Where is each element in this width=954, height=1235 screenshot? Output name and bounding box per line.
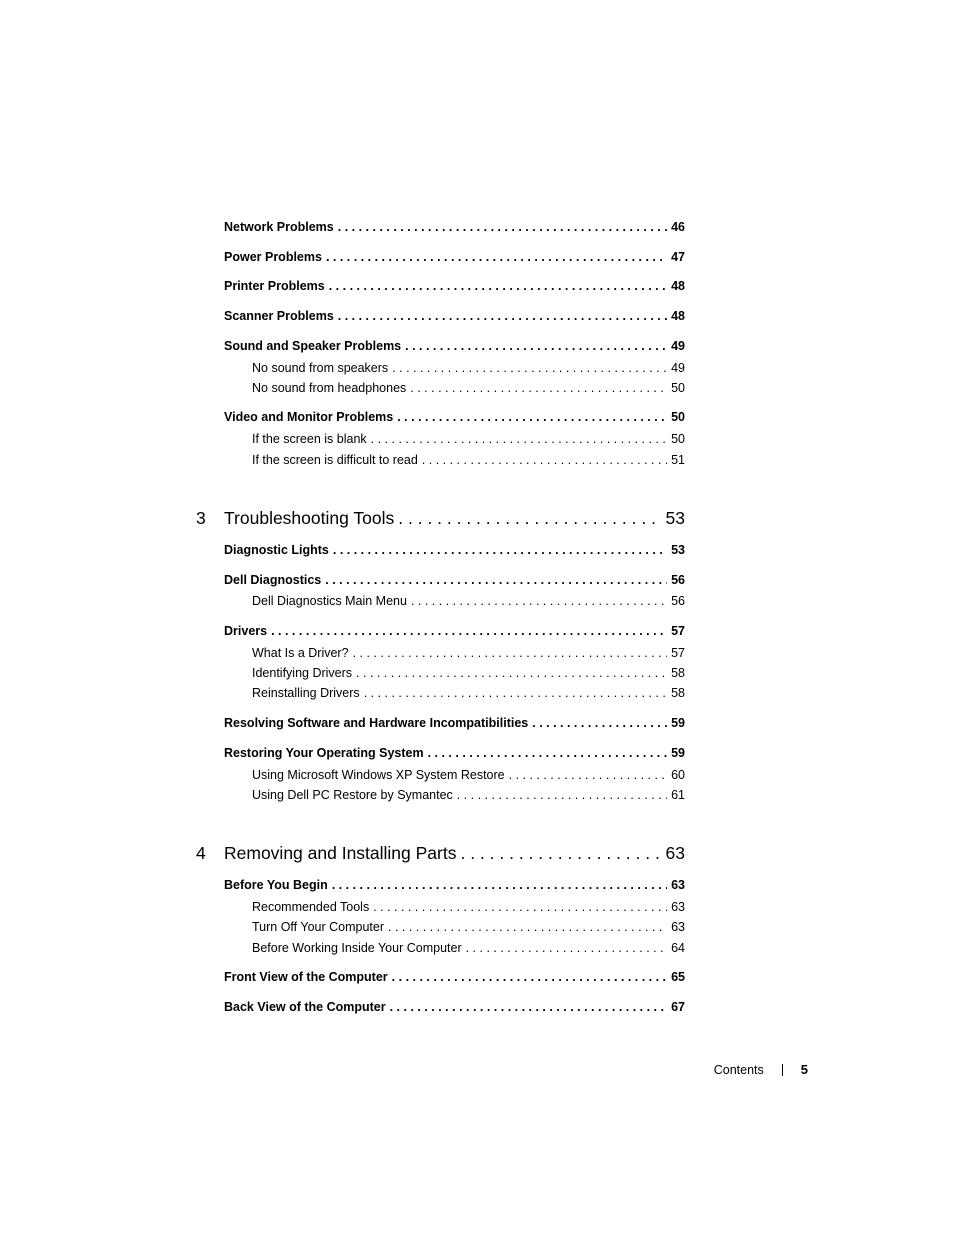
toc-section-entry[interactable]	[224, 624, 685, 639]
entry-title: Printer Problems	[224, 279, 325, 293]
dot-leader	[325, 573, 667, 588]
footer-section-label: Contents	[713, 1063, 764, 1077]
entry-title: Back View of the Computer	[224, 1000, 386, 1014]
toc-subsection-entry[interactable]	[252, 666, 685, 681]
dot-leader	[271, 624, 667, 639]
toc-section-entry[interactable]	[224, 543, 685, 558]
chapter-number: 4	[196, 843, 206, 863]
entry-page-number: 65	[671, 970, 685, 984]
toc-section-entry[interactable]	[224, 309, 685, 324]
dot-leader	[388, 920, 667, 935]
entry-title: Using Microsoft Windows XP System Restore	[252, 768, 505, 782]
toc-section-entry[interactable]	[224, 250, 685, 265]
toc-section-entry[interactable]	[224, 746, 685, 761]
entry-page-number: 67	[671, 1000, 685, 1014]
entry-page-number: 63	[671, 878, 685, 892]
entry-title: Reinstalling Drivers	[252, 686, 360, 700]
toc-subsection-entry[interactable]	[252, 768, 685, 783]
dot-leader	[392, 361, 667, 376]
dot-leader	[405, 339, 667, 354]
dot-leader	[326, 250, 667, 265]
entry-page-number: 49	[671, 339, 685, 353]
entry-page-number: 51	[671, 453, 685, 467]
entry-title: Dell Diagnostics	[224, 573, 322, 587]
toc-subsection-entry[interactable]	[252, 453, 685, 468]
entry-title: Troubleshooting Tools	[224, 508, 395, 528]
dot-leader	[410, 381, 667, 396]
dot-leader	[532, 716, 667, 731]
toc-section-entry[interactable]	[224, 1000, 685, 1015]
dot-leader	[338, 220, 667, 235]
page-footer	[700, 1062, 808, 1078]
entry-page-number: 53	[665, 508, 685, 528]
toc-subsection-entry[interactable]	[252, 941, 685, 956]
entry-title: Removing and Installing Parts	[224, 843, 457, 863]
dot-leader	[390, 1000, 667, 1015]
entry-title: Using Dell PC Restore by Symantec	[252, 788, 453, 802]
toc-subsection-entry[interactable]	[252, 361, 685, 376]
dot-leader	[428, 746, 668, 761]
toc-section-entry[interactable]	[224, 970, 685, 985]
entry-title: Dell Diagnostics Main Menu	[252, 594, 407, 608]
entry-title: Video and Monitor Problems	[224, 410, 394, 424]
dot-leader	[398, 508, 661, 529]
entry-title: Restoring Your Operating System	[224, 746, 424, 760]
entry-page-number: 50	[671, 410, 685, 424]
entry-title: Power Problems	[224, 250, 322, 264]
dot-leader	[466, 941, 667, 956]
dot-leader	[460, 843, 661, 864]
entry-title: Recommended Tools	[252, 900, 370, 914]
toc-section-entry[interactable]	[224, 410, 685, 425]
chapter-number: 3	[196, 508, 206, 528]
entry-page-number: 64	[671, 941, 685, 955]
toc-section-entry[interactable]	[224, 220, 685, 235]
dot-leader	[457, 788, 667, 803]
entry-page-number: 63	[671, 900, 685, 914]
entry-page-number: 58	[671, 686, 685, 700]
dot-leader	[338, 309, 667, 324]
entry-page-number: 59	[671, 746, 685, 760]
entry-page-number: 63	[671, 920, 685, 934]
entry-page-number: 49	[671, 361, 685, 375]
entry-title: No sound from speakers	[252, 361, 389, 375]
toc-subsection-entry[interactable]	[252, 686, 685, 701]
entry-page-number: 60	[671, 768, 685, 782]
toc-subsection-entry[interactable]	[252, 381, 685, 396]
entry-page-number: 50	[671, 381, 685, 395]
toc-subsection-entry[interactable]	[252, 432, 685, 447]
dot-leader	[392, 970, 667, 985]
toc-subsection-entry[interactable]	[252, 900, 685, 915]
toc-subsection-entry[interactable]	[252, 920, 685, 935]
entry-page-number: 48	[671, 279, 685, 293]
dot-leader	[397, 410, 667, 425]
toc-subsection-entry[interactable]	[252, 788, 685, 803]
entry-title: Turn Off Your Computer	[252, 920, 385, 934]
dot-leader	[333, 543, 667, 558]
entry-page-number: 56	[671, 594, 685, 608]
entry-page-number: 61	[671, 788, 685, 802]
toc-section-entry[interactable]	[224, 573, 685, 588]
entry-title: Before Working Inside Your Computer	[252, 941, 462, 955]
entry-title: Before You Begin	[224, 878, 328, 892]
dot-leader	[364, 686, 667, 701]
toc-subsection-entry[interactable]	[252, 646, 685, 661]
entry-title: If the screen is difficult to read	[252, 453, 418, 467]
entry-title: What Is a Driver?	[252, 646, 349, 660]
toc-chapter-entry[interactable]	[224, 843, 685, 864]
entry-page-number: 59	[671, 716, 685, 730]
dot-leader	[373, 900, 667, 915]
dot-leader	[329, 279, 667, 294]
entry-page-number: 53	[671, 543, 685, 557]
entry-page-number: 57	[671, 646, 685, 660]
entry-page-number: 47	[671, 250, 685, 264]
footer-page-number: 5	[800, 1062, 808, 1077]
dot-leader	[353, 646, 668, 661]
toc-section-entry[interactable]	[224, 716, 685, 731]
entry-page-number: 63	[665, 843, 685, 863]
dot-leader	[371, 432, 667, 447]
dot-leader	[422, 453, 667, 468]
entry-page-number: 57	[671, 624, 685, 638]
entry-title: No sound from headphones	[252, 381, 407, 395]
dot-leader	[509, 768, 667, 783]
entry-page-number: 48	[671, 309, 685, 323]
entry-page-number: 50	[671, 432, 685, 446]
dot-leader	[332, 878, 667, 893]
toc-subsection-entry[interactable]	[252, 594, 685, 609]
entry-title: If the screen is blank	[252, 432, 367, 446]
toc-section-entry[interactable]	[224, 339, 685, 354]
entry-title: Network Problems	[224, 220, 334, 234]
toc-chapter-entry[interactable]	[224, 508, 685, 529]
entry-title: Resolving Software and Hardware Incompatibilities	[224, 716, 529, 730]
entry-title: Diagnostic Lights	[224, 543, 329, 557]
dot-leader	[411, 594, 667, 609]
toc-section-entry[interactable]	[224, 878, 685, 893]
footer-separator	[782, 1064, 783, 1076]
entry-title: Drivers	[224, 624, 268, 638]
entry-page-number: 56	[671, 573, 685, 587]
entry-page-number: 58	[671, 666, 685, 680]
entry-title: Scanner Problems	[224, 309, 334, 323]
entry-title: Sound and Speaker Problems	[224, 339, 402, 353]
entry-title: Front View of the Computer	[224, 970, 388, 984]
entry-title: Identifying Drivers	[252, 666, 353, 680]
dot-leader	[356, 666, 667, 681]
entry-page-number: 46	[671, 220, 685, 234]
toc-section-entry[interactable]	[224, 279, 685, 294]
